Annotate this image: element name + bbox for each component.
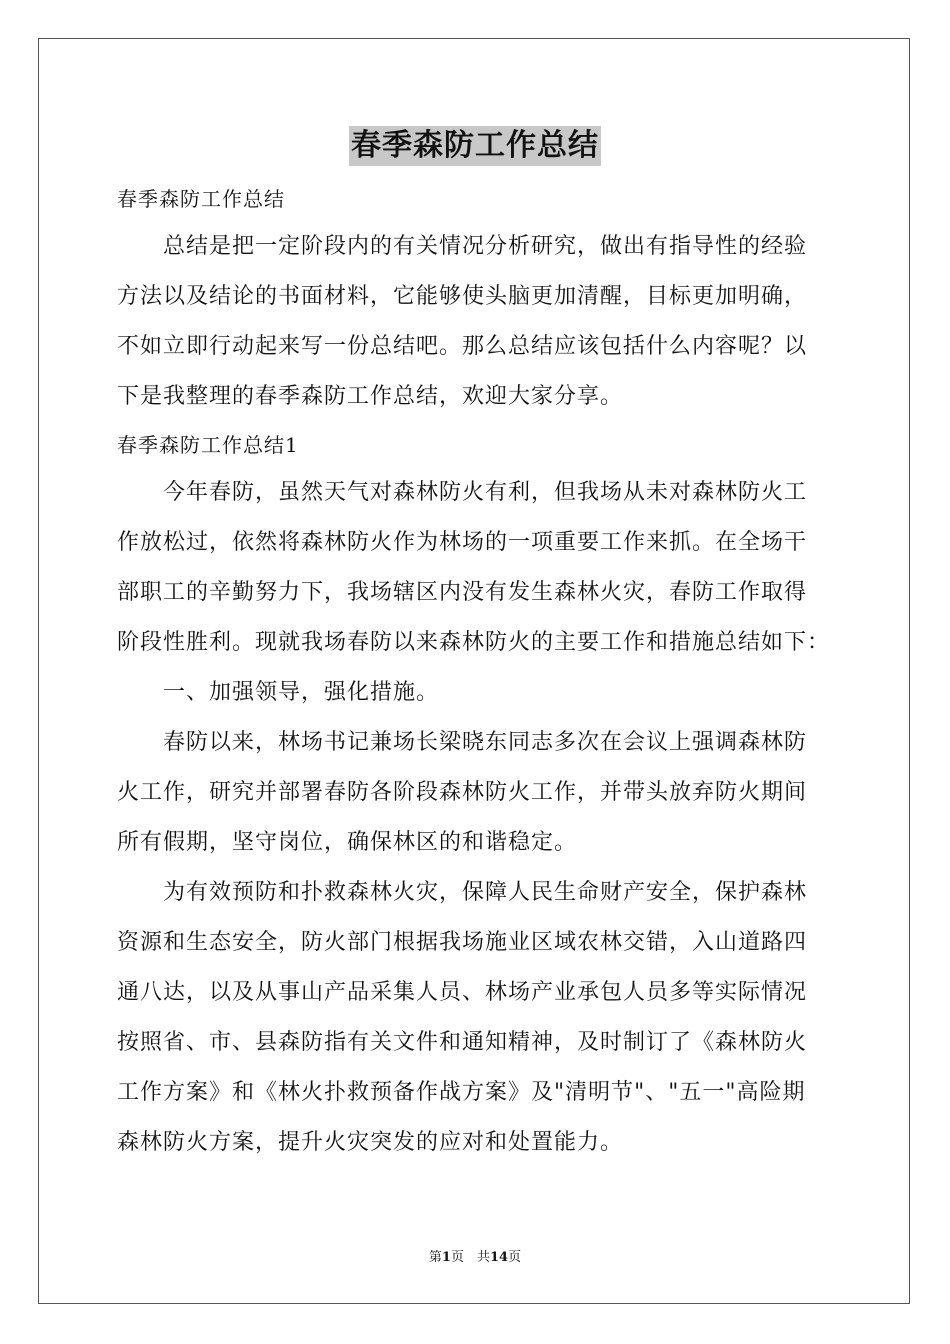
title-wrap (0, 126, 950, 166)
document-title: 春季森防工作总结 (349, 126, 601, 166)
document-body (117, 176, 833, 1168)
intro-line: 不如立即行动起来写一份总结吧。那么总结应该包括什么内容呢？以 (117, 334, 808, 359)
footer-page-prefix: 第 (428, 1250, 442, 1265)
footer-page-mid: 页 共 (450, 1250, 490, 1265)
page-footer (0, 1249, 950, 1267)
footer-page-current: 1 (441, 1250, 451, 1265)
section-line: 所有假期，坚守岗位，确保林区的和谐稳定。 (117, 830, 578, 855)
section-line: 春防以来，林场书记兼场长梁晓东同志多次在会议上强调森林防 (163, 730, 808, 755)
section-line: 工作方案》和《林火扑救预备作战方案》及"清明节"、"五一"高险期 (117, 1080, 806, 1105)
footer-page-suffix: 页 (508, 1250, 522, 1265)
intro-line: 方法以及结论的书面材料，它能够使头脑更加清醒，目标更加明确， (117, 284, 808, 309)
section-line: 阶段性胜利。现就我场春防以来森林防火的主要工作和措施总结如下： (117, 630, 831, 655)
intro-line: 总结是把一定阶段内的有关情况分析研究，做出有指导性的经验 (163, 234, 808, 259)
document-subtitle: 春季森防工作总结 (117, 187, 285, 211)
section-line: 森林防火方案，提升火灾突发的应对和处置能力。 (117, 1130, 624, 1155)
section-line: 为有效预防和扑救森林火灾，保障人民生命财产安全，保护森林 (163, 880, 808, 905)
section-line: 今年春防，虽然天气对森林防火有利，但我场从未对森林防火工 (163, 480, 808, 505)
intro-line: 下是我整理的春季森防工作总结，欢迎大家分享。 (117, 384, 624, 409)
section-line: 火工作，研究并部署春防各阶段森林防火工作，并带头放弃防火期间 (117, 780, 808, 805)
section-line: 通八达，以及从事山产品采集人员、林场产业承包人员多等实际情况 (117, 980, 808, 1005)
footer-page-total: 14 (489, 1250, 509, 1265)
section-line: 部职工的辛勤努力下，我场辖区内没有发生森林火灾，春防工作取得 (117, 580, 808, 605)
section-line: 作放松过，依然将森林防火作为林场的一项重要工作来抓。在全场干 (117, 530, 808, 555)
section-heading: 春季森防工作总结1 (117, 433, 299, 457)
subsection-heading: 一、加强领导，强化措施。 (163, 680, 440, 705)
section-line: 按照省、市、县森防指有关文件和通知精神，及时制订了《森林防火 (117, 1030, 808, 1055)
section-line: 资源和生态安全，防火部门根据我场施业区域农林交错，入山道路四 (117, 930, 808, 955)
